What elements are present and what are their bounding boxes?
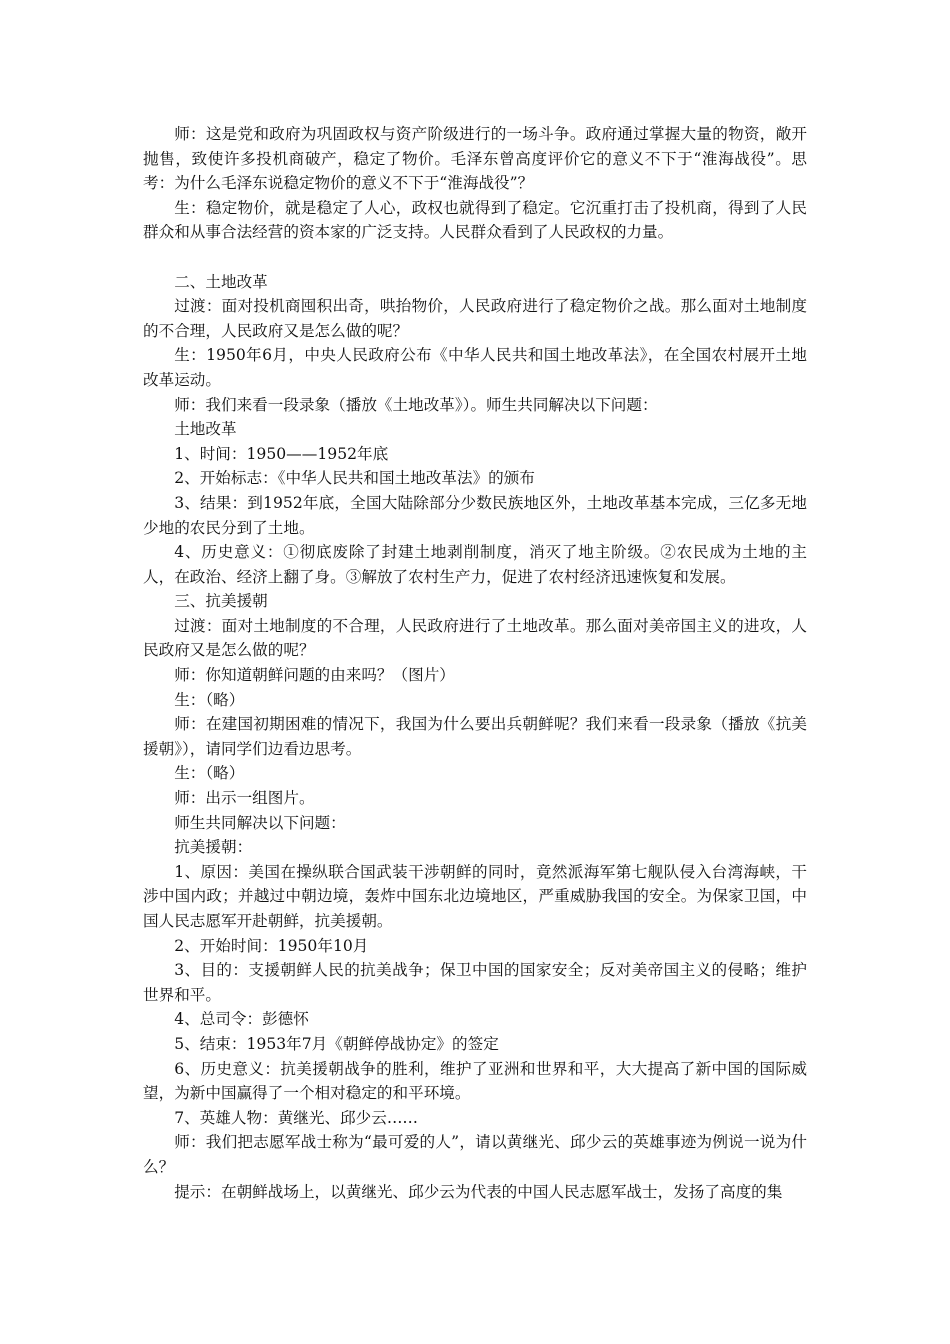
subheading: 抗美援朝： bbox=[174, 838, 253, 857]
subheading: 土地改革 bbox=[174, 420, 237, 439]
paragraph: 师：这是党和政府为巩固政权与资产阶级进行的一场斗争。政府通过掌握大量的物资，敞开抛售，致使许多投机商破产，稳定了物价。毛泽东曾高度评价它的意义不下于“淮海战役”。思考：为什么毛泽东说稳定物价的意义不下于“淮海战役”？ bbox=[143, 125, 807, 193]
paragraph: 师：在建国初期困难的情况下，我国为什么要出兵朝鲜呢？我们来看一段录象（播放《抗美援朝》），请同学们边看边思考。 bbox=[143, 715, 807, 758]
list-item: 3、目的：支援朝鲜人民的抗美战争；保卫中国的国家安全；反对美帝国主义的侵略；维护世界和平。 bbox=[143, 961, 807, 1004]
paragraph: 生：1950年6月，中央人民政府公布《中华人民共和国土地改革法》，在全国农村展开土地改革运动。 bbox=[143, 346, 807, 389]
list-item: 1、时间：1950——1952年底 bbox=[174, 444, 389, 463]
section-heading: 三、抗美援朝 bbox=[174, 592, 268, 611]
paragraph: 生：稳定物价，就是稳定了人心，政权也就得到了稳定。它沉重打击了投机商，得到了人民群众和从事合法经营的资本家的广泛支持。人民群众看到了人民政权的力量。 bbox=[143, 198, 807, 242]
paragraph: 提示：在朝鲜战场上，以黄继光、邱少云为代表的中国人民志愿军战士，发扬了高度的集 bbox=[174, 1182, 783, 1201]
list-item: 2、开始时间：1950年10月 bbox=[174, 936, 369, 955]
section-heading: 二、土地改革 bbox=[174, 272, 268, 291]
list-item: 1、原因：美国在操纵联合国武装干涉朝鲜的同时，竟然派海军第七舰队侵入台湾海峡，干涉中国内政；并越过中朝边境，轰炸中国东北边境地区，严重威胁我国的安全。为保家卫国，中国人民志愿军开赴朝鲜，抗美援朝。 bbox=[143, 862, 807, 930]
list-item: 2、开始标志：《中华人民共和国土地改革法》的颁布 bbox=[174, 469, 535, 488]
paragraph: 师：出示一组图片。 bbox=[174, 789, 315, 808]
list-item: 3、结果：到1952年底，全国大陆除部分少数民族地区外，土地改革基本完成，三亿多无地少地的农民分到了土地。 bbox=[143, 493, 807, 537]
list-item: 4、总司令：彭德怀 bbox=[174, 1010, 309, 1029]
list-item: 5、结束：1953年7月《朝鲜停战协定》的签定 bbox=[174, 1034, 499, 1053]
paragraph: 师生共同解决以下问题： bbox=[174, 813, 346, 832]
paragraph: 生：（略） bbox=[174, 690, 245, 709]
paragraph: 师：我们把志愿军战士称为“最可爱的人”，请以黄继光、邱少云的英雄事迹为例说一说为什么？ bbox=[143, 1133, 807, 1176]
paragraph: 师：我们来看一段录象（播放《土地改革》）。师生共同解决以下问题： bbox=[174, 395, 658, 414]
document-page bbox=[143, 122, 807, 1204]
blank-line bbox=[143, 245, 807, 270]
paragraph: 过渡：面对土地制度的不合理，人民政府进行了土地改革。那么面对美帝国主义的进攻，人民政府又是怎么做的呢？ bbox=[143, 616, 807, 660]
paragraph: 生：（略） bbox=[174, 764, 245, 783]
list-item: 4、历史意义：①彻底废除了封建土地剥削制度，消灭了地主阶级。②农民成为土地的主人，在政治、经济上翻了身。③解放了农村生产力，促进了农村经济迅速恢复和发展。 bbox=[143, 543, 807, 586]
paragraph: 过渡：面对投机商囤积出奇，哄抬物价，人民政府进行了稳定物价之战。那么面对土地制度的不合理，人民政府又是怎么做的呢？ bbox=[143, 297, 807, 340]
paragraph: 师：你知道朝鲜问题的由来吗？（图片） bbox=[174, 666, 455, 685]
list-item: 6、历史意义：抗美援朝战争的胜利，维护了亚洲和世界和平，大大提高了新中国的国际威望，为新中国赢得了一个相对稳定的和平环境。 bbox=[143, 1059, 807, 1103]
list-item: 7、英雄人物：黄继光、邱少云…… bbox=[174, 1108, 419, 1127]
